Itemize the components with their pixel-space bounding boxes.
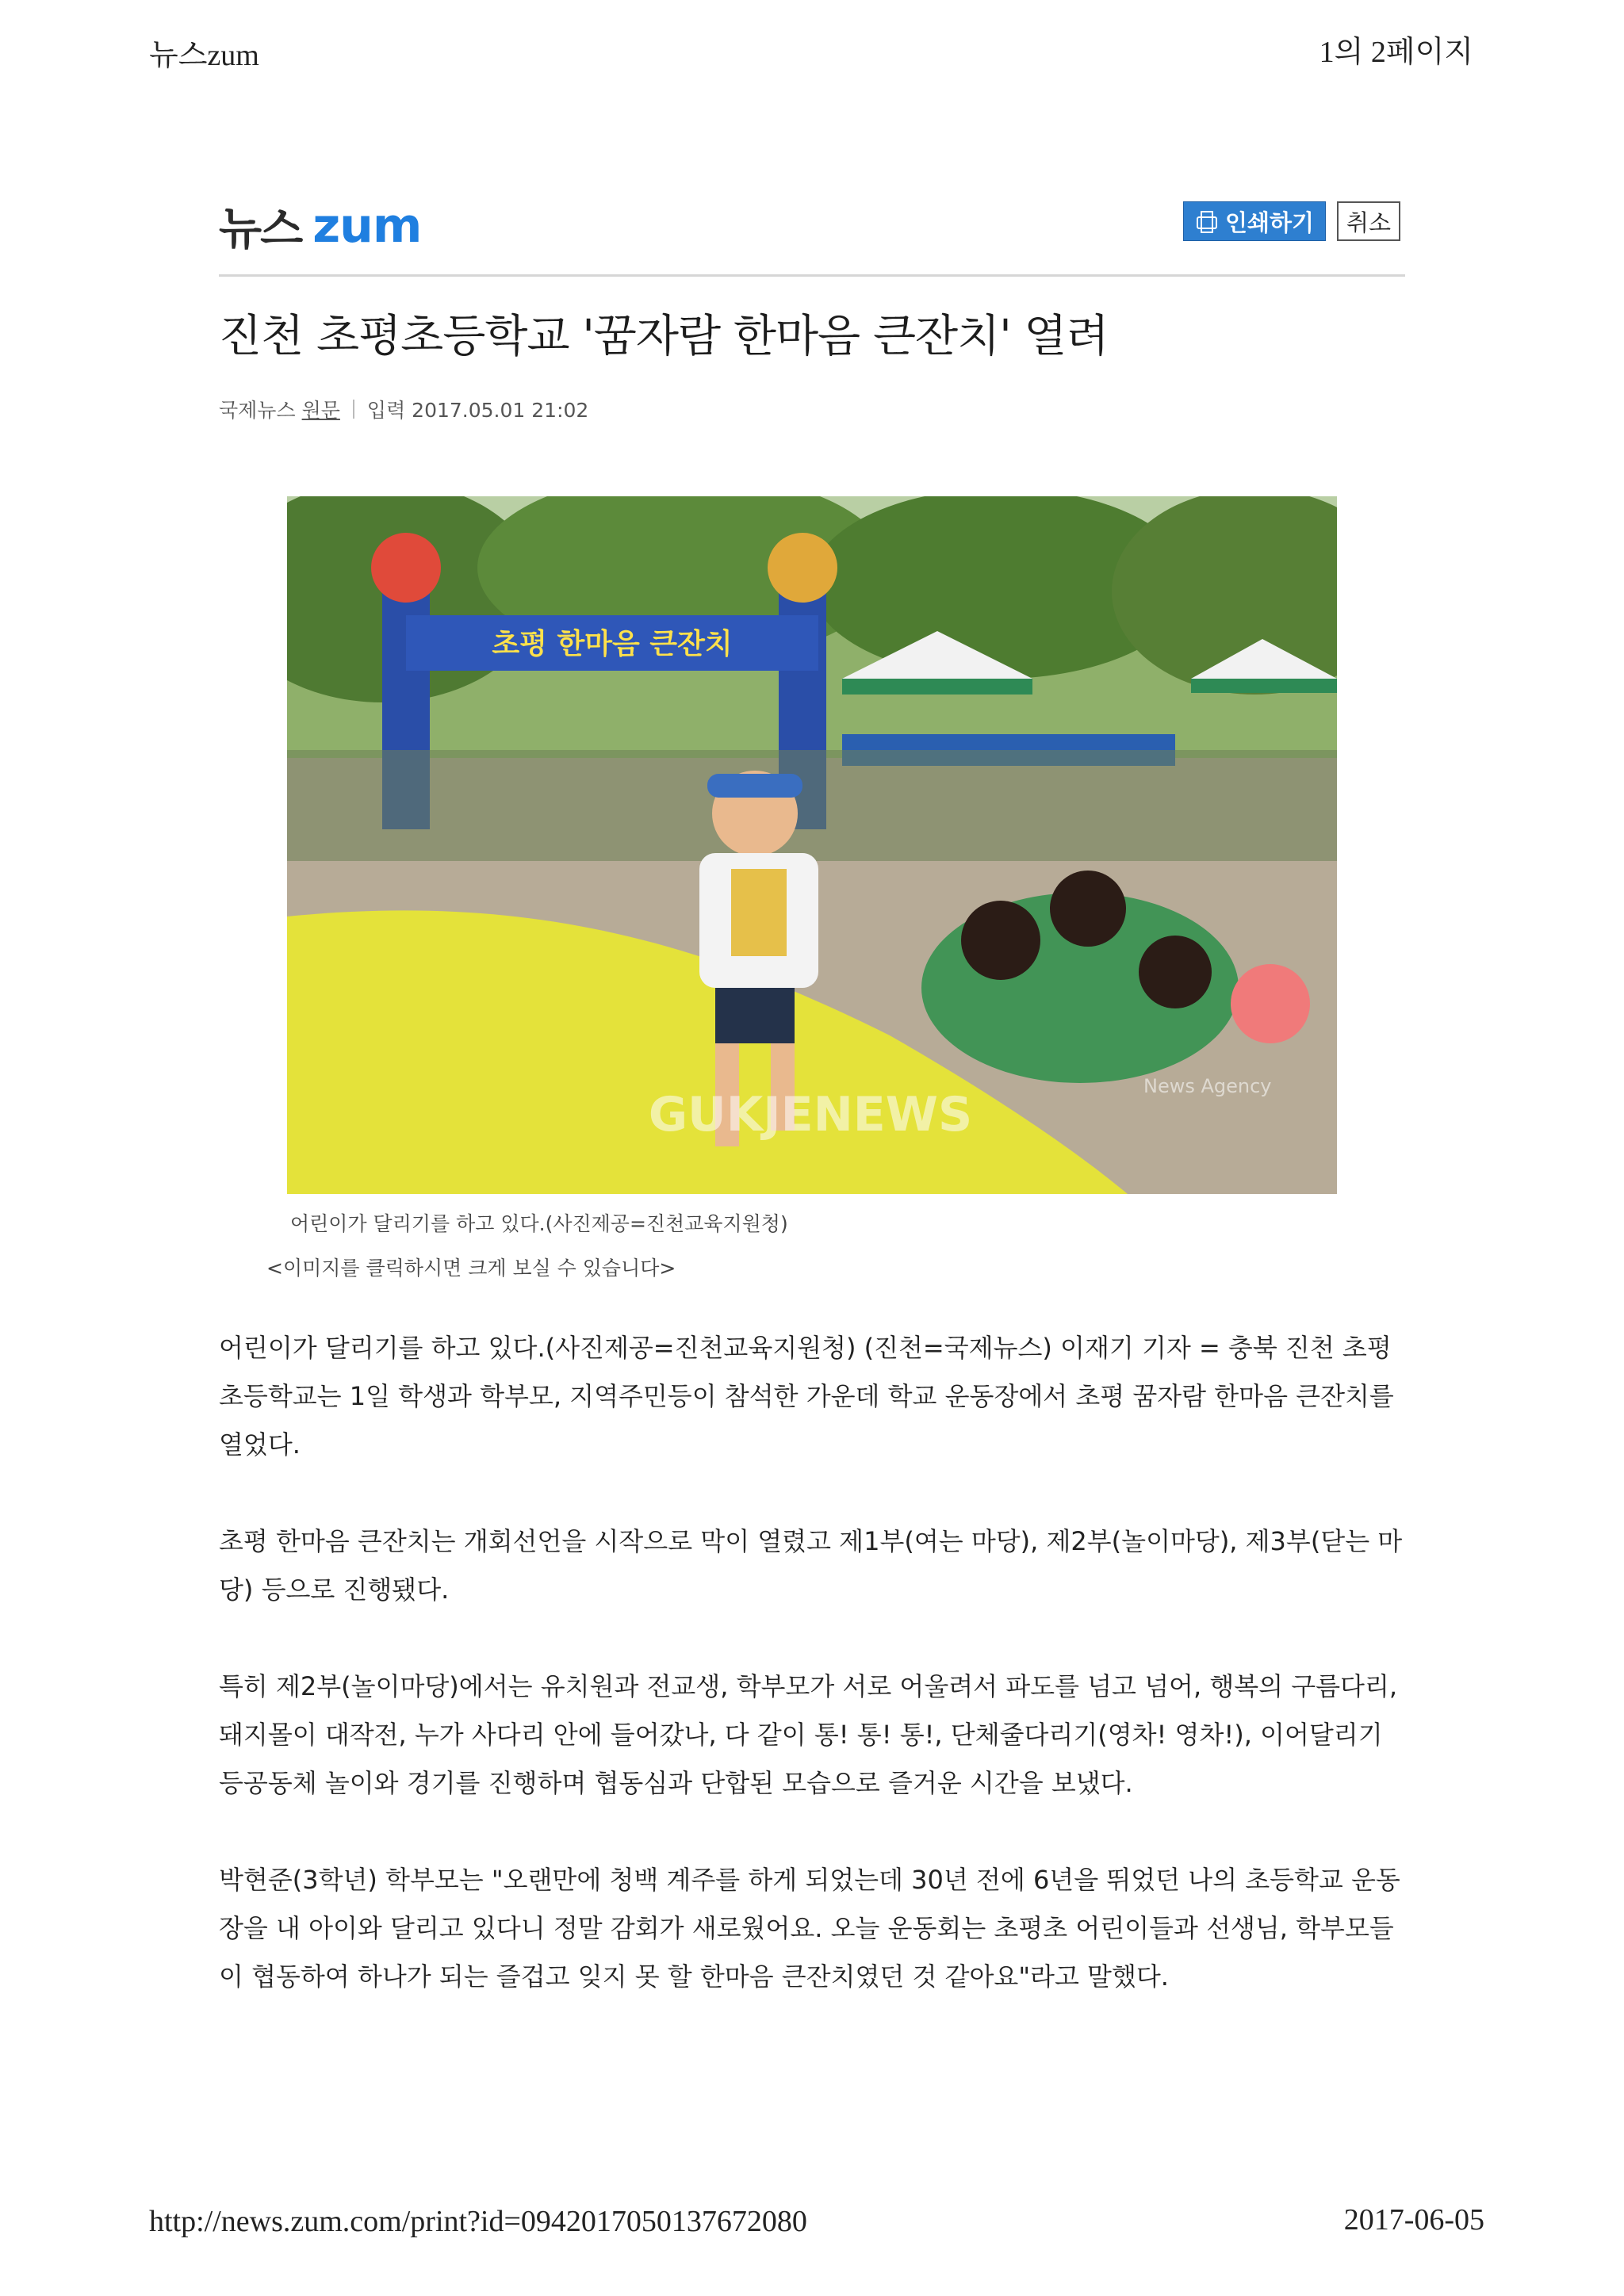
- article-photo[interactable]: [287, 496, 1337, 1194]
- print-header-site-name: 뉴스zum: [149, 39, 259, 72]
- article-paragraph: 어린이가 달리기를 하고 있다.(사진제공=진천교육지원청) (진천=국제뉴스) 이재기 기자 = 충북 진천 초평초등학교는 1일 학생과 학부모, 지역주민등이 참석한 가운데 학교 운동장에서 초평 꿈자람 한마음 큰잔치를 열었다.: [219, 1333, 1394, 1460]
- photo-illustration: [287, 496, 1337, 1194]
- article-paragraph: 초평 한마음 큰잔치는 개회선언을 시작으로 막이 열렸고 제1부(여는 마당), 제2부(놀이마당), 제3부(닫는 마당) 등으로 진행됐다.: [219, 1526, 1403, 1605]
- article-title: 진천 초평초등학교 '꿈자람 한마음 큰잔치' 열려: [219, 311, 1109, 362]
- header-divider: [219, 274, 1405, 277]
- print-footer-url: http://news.zum.com/print?id=0942017050137672080: [149, 2205, 807, 2238]
- article-source: 국제뉴스: [219, 399, 296, 422]
- printer-icon: [1195, 211, 1217, 232]
- article-meta: [219, 395, 588, 423]
- print-header-page-indicator: 1의 2페이지: [1319, 36, 1473, 69]
- print-footer-date: 2017-06-05: [1343, 2203, 1484, 2237]
- print-button[interactable]: [1183, 201, 1326, 241]
- article-container: [219, 198, 1405, 1992]
- article-body: [219, 1324, 1405, 2049]
- photo-caption: 어린이가 달리기를 하고 있다.(사진제공=진천교육지원청): [290, 1212, 788, 1235]
- article-paragraph: 특히 제2부(놀이마당)에서는 유치원과 전교생, 학부모가 서로 어울려서 파도를 넘고 넘어, 행복의 구름다리, 돼지몰이 대작전, 누가 사다리 안에 들어갔나, 다 같이 통! 통! 통!, 단체줄다리기(영차! 영차!), 이어달리기 등공동체 놀이와 경기를 진행하며 협동심과 단합된 모습으로 즐거운 시간을 보냈다.: [219, 1671, 1398, 1798]
- site-topbar: [219, 198, 1405, 254]
- article-date: 입력 2017.05.01 21:02: [366, 399, 589, 422]
- original-article-link[interactable]: 원문: [301, 399, 340, 422]
- banner-text: 초평 한마음 큰잔치: [492, 628, 733, 660]
- print-button-label: 인쇄하기: [1224, 209, 1315, 236]
- logo-zum-text: zum: [312, 198, 422, 254]
- photo-agency-text: News Agency: [1143, 1075, 1272, 1097]
- image-enlarge-hint[interactable]: <이미지를 클릭하시면 크게 보실 수 있습니다>: [266, 1257, 676, 1280]
- article-paragraph: 박현준(3학년) 학부모는 "오랜만에 청백 계주를 하게 되었는데 30년 전에 6년을 뛰었던 나의 초등학교 운동장을 내 아이와 달리고 있다니 정말 감회가 새로웠어요. 오늘 운동회는 초평초 어린이들과 선생님, 학부모들이 협동하여 하나가 되는 즐겁고 잊지 못 할 한마음 큰잔치였던 것 같아요"라고 말했다.: [219, 1865, 1400, 1992]
- site-logo[interactable]: [219, 198, 421, 254]
- cancel-button[interactable]: 취소: [1337, 201, 1400, 241]
- meta-separator: [353, 400, 354, 419]
- photo-watermark: GUKJENEWS: [648, 1087, 973, 1142]
- logo-korean-text: 뉴스: [219, 204, 302, 255]
